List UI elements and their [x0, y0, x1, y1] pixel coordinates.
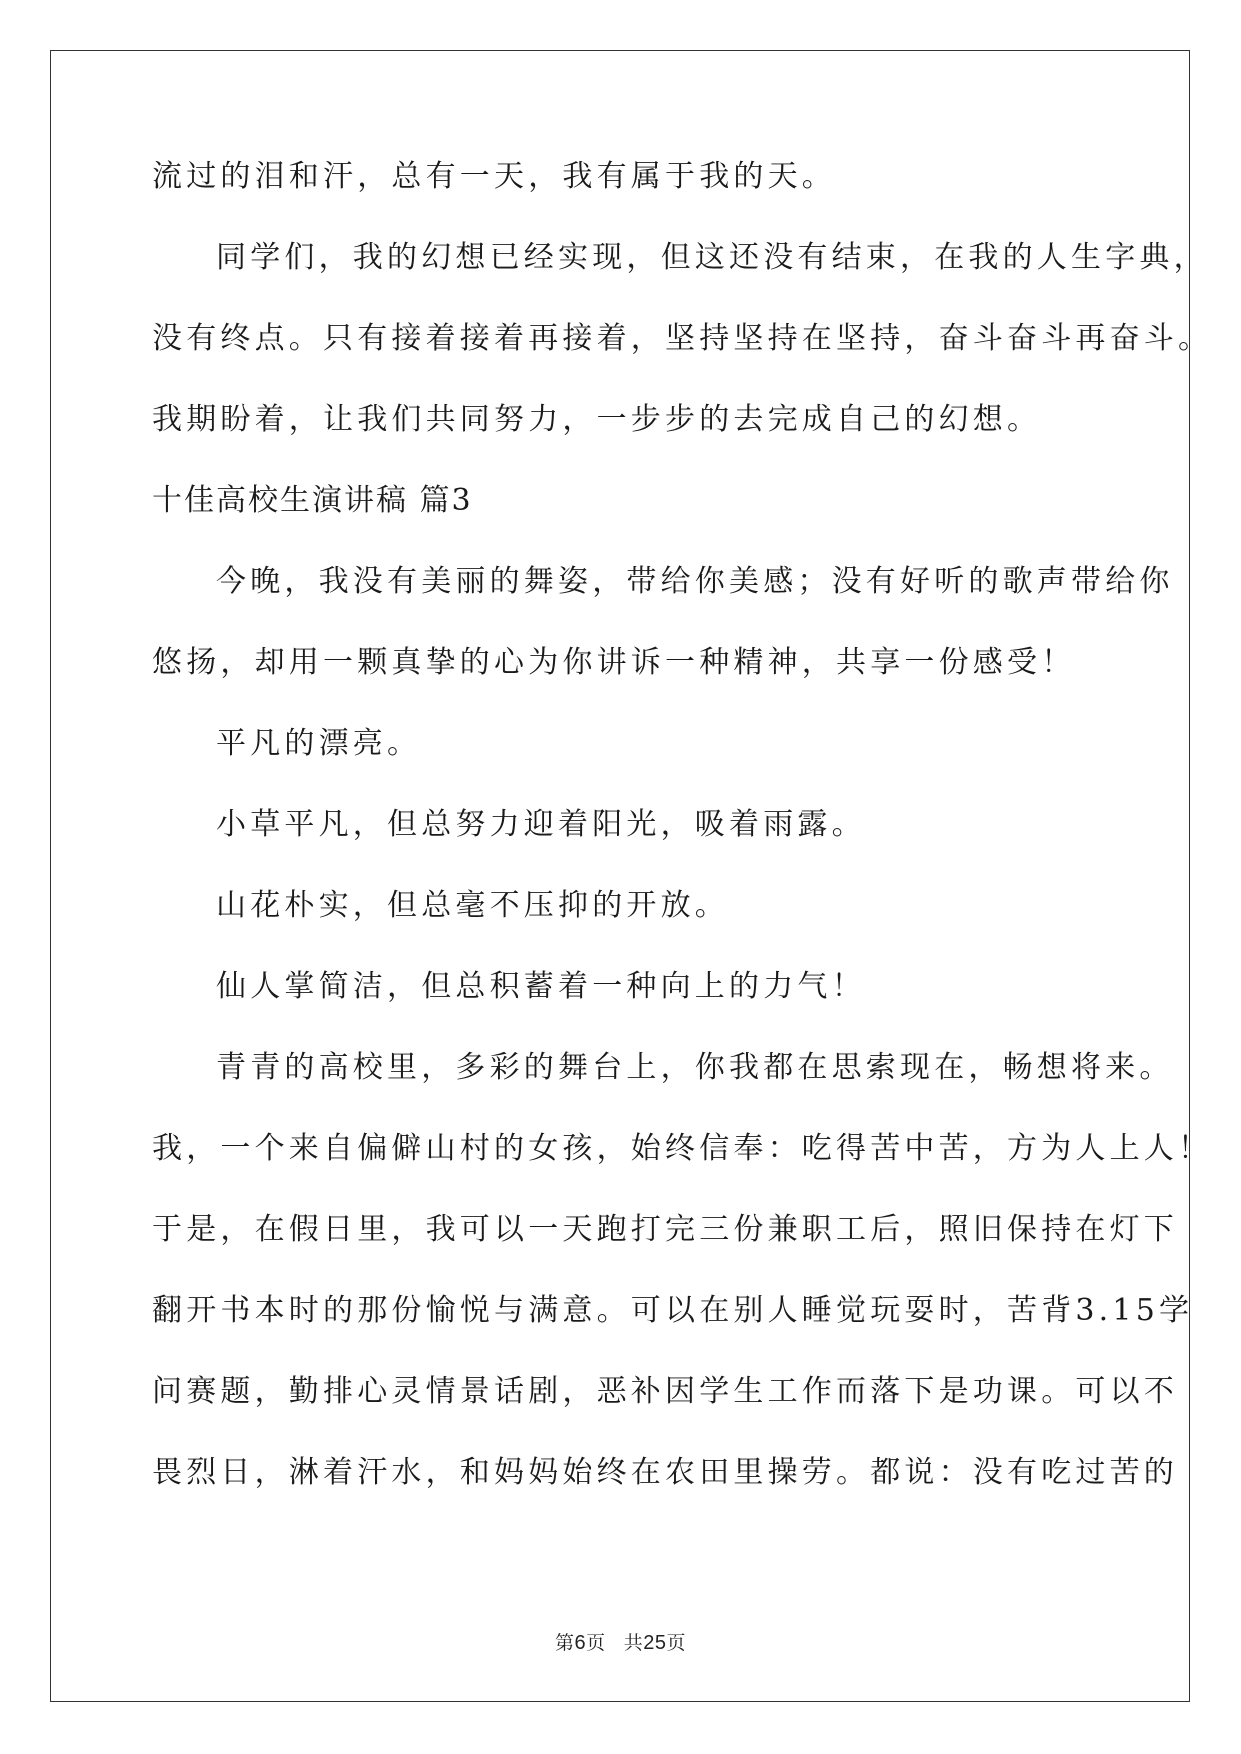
total-prefix: 共: [623, 1632, 644, 1654]
text-line: 平凡的漂亮。: [216, 726, 422, 761]
text-line: 青青的高校里，多彩的舞台上，你我都在思索现在，畅想将来。: [216, 1050, 1174, 1085]
total-pages: 25: [643, 1632, 667, 1654]
text-line: 山花朴实，但总毫不压抑的开放。: [216, 888, 729, 923]
text-line: 于是，在假日里，我可以一天跑打完三份兼职工后，照旧保持在灯下: [152, 1212, 1178, 1247]
page-suffix: 页: [586, 1632, 606, 1654]
text-line: 今晚，我没有美丽的舞姿，带给你美感；没有好听的歌声带给你: [216, 564, 1174, 599]
text-line: 同学们，我的幻想已经实现，但这还没有结束，在我的人生字典，: [216, 240, 1208, 275]
page-number: 6: [574, 1632, 587, 1654]
text-line: 畏烈日，淋着汗水，和妈妈始终在农田里操劳。都说：没有吃过苦的: [152, 1455, 1178, 1490]
total-suffix: 页: [666, 1632, 686, 1654]
text-line: 我，一个来自偏僻山村的女孩，始终信奉：吃得苦中苦，方为人上人！: [152, 1131, 1213, 1166]
page-footer: [0, 1628, 1241, 1655]
text-line: 悠扬，却用一颗真挚的心为你讲诉一种精神，共享一份感受！: [152, 645, 1076, 680]
text-line: 小草平凡，但总努力迎着阳光，吸着雨露。: [216, 807, 866, 842]
text-line: 仙人掌简洁，但总积蓄着一种向上的力气！: [216, 969, 866, 1004]
text-line: 翻开书本时的那份愉悦与满意。可以在别人睡觉玩耍时，苦背3.15学: [152, 1293, 1194, 1328]
text-line: 流过的泪和汗，总有一天，我有属于我的天。: [152, 159, 836, 194]
text-line: 我期盼着，让我们共同努力，一步步的去完成自己的幻想。: [152, 402, 1042, 437]
text-line: 没有终点。只有接着接着再接着，坚持坚持在坚持，奋斗奋斗再奋斗。: [152, 321, 1213, 356]
document-body: [152, 159, 1213, 1539]
section-heading: 十佳高校生演讲稿 篇3: [152, 483, 473, 518]
page-prefix: 第: [555, 1632, 575, 1654]
text-line: 问赛题，勤排心灵情景话剧，恶补因学生工作而落下是功课。可以不: [152, 1374, 1178, 1409]
